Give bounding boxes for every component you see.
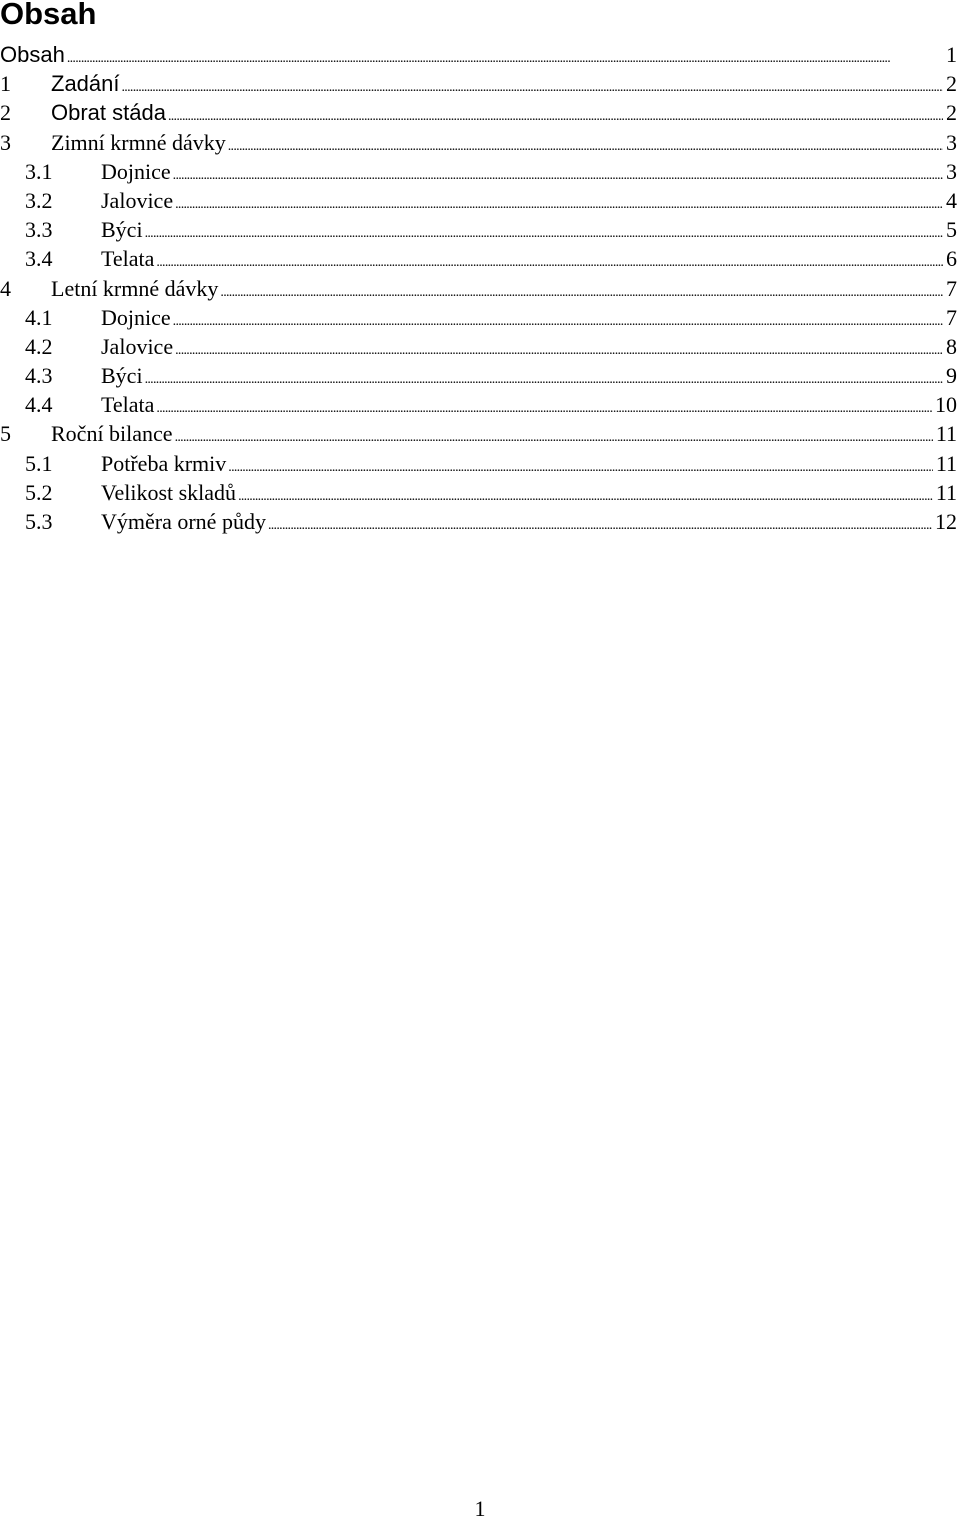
toc-entry-number: 3.2: [25, 187, 53, 213]
toc-entry-number: 3.3: [25, 217, 53, 243]
toc-entry-number: 5.3: [25, 509, 53, 534]
toc-entry-label: Dojnice: [101, 158, 171, 184]
toc-entry-label: Jalovice: [101, 187, 174, 213]
toc-entry[interactable]: [0, 157, 960, 186]
dot-leader: [220, 278, 943, 307]
toc-entry-page: 6: [946, 246, 957, 272]
toc-entry-page: 10: [935, 392, 957, 418]
dot-leader: [228, 132, 943, 161]
dot-leader: [175, 190, 943, 219]
dot-leader: [67, 44, 943, 73]
toc-entry-label: Potřeba krmiv: [101, 450, 227, 476]
toc-entry-page: 8: [946, 333, 957, 359]
toc-entry-number: 4.4: [25, 392, 53, 418]
toc-entry-label: Dojnice: [101, 304, 171, 330]
toc-entry-page: 11: [935, 479, 957, 505]
toc-entry-number: 3.1: [25, 158, 53, 184]
toc-entry[interactable]: [0, 390, 960, 419]
dot-leader: [268, 511, 932, 540]
toc-entry-number: 4.3: [25, 363, 53, 389]
dot-leader: [145, 219, 943, 248]
dot-leader: [175, 423, 933, 452]
toc-entry[interactable]: [0, 507, 960, 536]
toc-entry[interactable]: [0, 69, 960, 98]
dot-leader: [156, 394, 932, 423]
toc-entry-number: 5.1: [25, 450, 53, 476]
toc-entry-page: 11: [935, 421, 957, 447]
toc-entry[interactable]: [0, 244, 960, 273]
toc-entry-page: 5: [946, 217, 957, 243]
toc-entry-number: 3.4: [25, 246, 53, 272]
toc-entry-page: 12: [935, 509, 957, 534]
toc-entry-number: 4.1: [25, 304, 53, 330]
toc-entry-number: 5: [0, 421, 11, 447]
toc-entry-page: 7: [946, 275, 957, 301]
toc-entry-page: 11: [935, 450, 957, 476]
dot-leader: [156, 248, 943, 277]
page-number: 1: [474, 1496, 486, 1521]
toc-entry-label: Jalovice: [101, 333, 174, 359]
dot-leader: [145, 365, 943, 394]
toc-entry-label: Býci: [101, 217, 143, 243]
toc-entry-label: Telata: [101, 246, 155, 272]
toc-entry-number: 2: [0, 100, 11, 126]
toc-entry[interactable]: [0, 419, 960, 448]
toc-entry-page: 1: [946, 42, 957, 67]
toc-entry-label: Obsah: [0, 42, 65, 67]
dot-leader: [228, 453, 933, 482]
toc-entry[interactable]: [0, 449, 960, 478]
toc-entry[interactable]: [0, 128, 960, 157]
toc-entry[interactable]: [0, 98, 960, 127]
toc-entry-number: 3: [0, 129, 11, 155]
toc-entry[interactable]: [0, 40, 960, 69]
dot-leader: [168, 102, 943, 131]
toc-entry[interactable]: [0, 186, 960, 215]
toc-entry[interactable]: [0, 274, 960, 303]
toc-entry-page: 2: [946, 71, 957, 97]
toc-entry-label: Býci: [101, 363, 143, 389]
dot-leader: [175, 336, 943, 365]
toc-entry-page: 7: [946, 304, 957, 330]
toc-entry-label: Telata: [101, 392, 155, 418]
toc-entry-label: Letní krmné dávky: [51, 275, 219, 301]
toc-entry-page: 2: [946, 100, 957, 126]
dot-leader: [122, 73, 944, 102]
toc-entry-number: 4.2: [25, 333, 53, 359]
toc-entry-label: Velikost skladů: [101, 479, 237, 505]
toc-entry[interactable]: [0, 332, 960, 361]
toc-entry-page: 4: [946, 187, 957, 213]
dot-leader: [238, 482, 933, 511]
toc-entry-number: 5.2: [25, 479, 53, 505]
toc-entry[interactable]: [0, 361, 960, 390]
table-of-contents: [0, 40, 960, 536]
toc-entry-page: 3: [946, 158, 957, 184]
dot-leader: [173, 161, 943, 190]
toc-entry-page: 3: [946, 129, 957, 155]
toc-entry-label: Zimní krmné dávky: [51, 129, 226, 155]
toc-entry[interactable]: [0, 478, 960, 507]
toc-entry-label: Obrat stáda: [51, 100, 166, 126]
toc-entry[interactable]: [0, 303, 960, 332]
toc-entry-number: 1: [0, 71, 11, 97]
dot-leader: [173, 307, 943, 336]
toc-entry-label: Výměra orné půdy: [101, 509, 266, 534]
toc-entry-number: 4: [0, 275, 11, 301]
toc-entry[interactable]: [0, 215, 960, 244]
document-heading: Obsah: [0, 0, 97, 31]
toc-entry-label: Roční bilance: [51, 421, 173, 447]
toc-entry-page: 9: [946, 363, 957, 389]
toc-entry-label: Zadání: [51, 71, 120, 97]
